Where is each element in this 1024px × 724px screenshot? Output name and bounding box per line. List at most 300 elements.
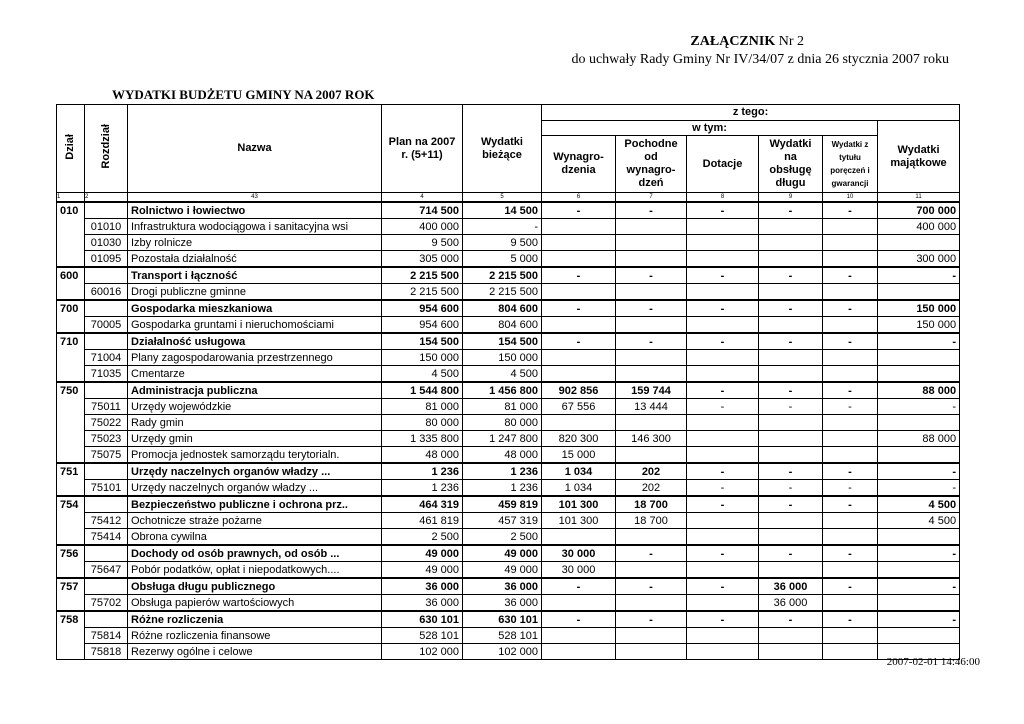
debt-service-cell (759, 513, 823, 529)
current-expenses-cell: 1 236 (463, 463, 542, 480)
guarantees-cell (823, 366, 878, 383)
table-row-dzial (57, 267, 960, 284)
name-cell: Różne rozliczenia finansowe (128, 628, 382, 644)
capital-expenses-cell (878, 366, 960, 383)
rozdzial-cell: 75022 (85, 415, 128, 431)
subsidies-cell (687, 284, 759, 301)
header-w-tym: w tym: (542, 121, 878, 136)
salaries-cell (542, 219, 616, 235)
table-row-dzial (57, 545, 960, 562)
dzial-cell (57, 366, 85, 383)
guarantees-cell: - (823, 463, 878, 480)
guarantees-cell: - (823, 545, 878, 562)
capital-expenses-cell: 4 500 (878, 513, 960, 529)
capital-expenses-cell: 88 000 (878, 431, 960, 447)
current-expenses-cell: 804 600 (463, 300, 542, 317)
current-expenses-cell: 1 456 800 (463, 382, 542, 399)
subsidies-cell (687, 447, 759, 464)
subsidies-cell: - (687, 496, 759, 513)
rozdzial-cell: 01010 (85, 219, 128, 235)
plan-cell: 1 335 800 (382, 431, 463, 447)
table-row-dzial (57, 578, 960, 595)
capital-expenses-cell: - (878, 333, 960, 350)
derivatives-cell: 146 300 (616, 431, 687, 447)
debt-service-cell: 36 000 (759, 578, 823, 595)
rozdzial-cell: 01095 (85, 251, 128, 268)
debt-service-cell (759, 219, 823, 235)
plan-cell: 49 000 (382, 545, 463, 562)
guarantees-cell (823, 447, 878, 464)
subsidies-cell: - (687, 463, 759, 480)
plan-cell: 49 000 (382, 562, 463, 579)
debt-service-cell: - (759, 611, 823, 628)
name-cell: Gospodarka gruntami i nieruchomościami (128, 317, 382, 334)
guarantees-cell (823, 595, 878, 612)
dzial-cell: 700 (57, 300, 85, 317)
table-row-dzial (57, 300, 960, 317)
salaries-cell: - (542, 578, 616, 595)
guarantees-cell (823, 529, 878, 546)
subsidies-cell (687, 513, 759, 529)
guarantees-cell (823, 628, 878, 644)
salaries-cell (542, 595, 616, 612)
rozdzial-cell: 75702 (85, 595, 128, 612)
salaries-cell (542, 366, 616, 383)
dzial-cell: 756 (57, 545, 85, 562)
name-cell: Pobór podatków, opłat i niepodatkowych.... (128, 562, 382, 579)
derivatives-cell: 202 (616, 480, 687, 497)
plan-cell: 954 600 (382, 317, 463, 334)
name-cell: Gospodarka mieszkaniowa (128, 300, 382, 317)
derivatives-cell (616, 529, 687, 546)
plan-cell: 2 215 500 (382, 284, 463, 301)
name-cell: Urzędy naczelnych organów władzy ... (128, 480, 382, 497)
debt-service-cell (759, 251, 823, 268)
header-poreczenia: Wydatki z tytułu poręczeń i gwarancji (823, 136, 878, 193)
plan-cell: 1 544 800 (382, 382, 463, 399)
table-row (57, 513, 960, 529)
dzial-cell: 710 (57, 333, 85, 350)
current-expenses-cell: 2 215 500 (463, 267, 542, 284)
table-row (57, 235, 960, 251)
name-cell: Transport i łączność (128, 267, 382, 284)
current-expenses-cell: 804 600 (463, 317, 542, 334)
plan-cell: 81 000 (382, 399, 463, 415)
salaries-cell (542, 628, 616, 644)
salaries-cell: 820 300 (542, 431, 616, 447)
dzial-cell (57, 562, 85, 579)
guarantees-cell: - (823, 202, 878, 219)
table-row-dzial (57, 463, 960, 480)
guarantees-cell (823, 350, 878, 366)
dzial-cell (57, 350, 85, 366)
dzial-cell: 600 (57, 267, 85, 284)
debt-service-cell (759, 431, 823, 447)
dzial-cell (57, 480, 85, 497)
name-cell: Infrastruktura wodociągowa i sanitacyjna wsi (128, 219, 382, 235)
current-expenses-cell: 5 000 (463, 251, 542, 268)
current-expenses-cell: 630 101 (463, 611, 542, 628)
salaries-cell: - (542, 333, 616, 350)
debt-service-cell: - (759, 480, 823, 497)
subsidies-cell (687, 235, 759, 251)
rozdzial-cell: 70005 (85, 317, 128, 334)
name-cell: Obsługa papierów wartościowych (128, 595, 382, 612)
subsidies-cell (687, 350, 759, 366)
name-cell: Obrona cywilna (128, 529, 382, 546)
guarantees-cell (823, 644, 878, 660)
salaries-cell (542, 317, 616, 334)
column-number: 6 (542, 193, 616, 203)
debt-service-cell (759, 350, 823, 366)
dzial-cell (57, 595, 85, 612)
attachment-number: Nr 2 (778, 34, 804, 49)
plan-cell: 154 500 (382, 333, 463, 350)
guarantees-cell: - (823, 578, 878, 595)
guarantees-cell (823, 251, 878, 268)
subsidies-cell: - (687, 480, 759, 497)
capital-expenses-cell: - (878, 480, 960, 497)
column-number: 8 (687, 193, 759, 203)
name-cell: Rady gmin (128, 415, 382, 431)
current-expenses-cell: 154 500 (463, 333, 542, 350)
derivatives-cell (616, 366, 687, 383)
rozdzial-cell (85, 202, 128, 219)
name-cell: Rolnictwo i łowiectwo (128, 202, 382, 219)
plan-cell: 2 215 500 (382, 267, 463, 284)
rozdzial-cell (85, 382, 128, 399)
debt-service-cell (759, 447, 823, 464)
salaries-cell: - (542, 611, 616, 628)
salaries-cell: 101 300 (542, 496, 616, 513)
subsidies-cell (687, 431, 759, 447)
resolution-reference: do uchwały Rady Gminy Nr IV/34/07 z dnia 26 stycznia 2007 roku (571, 52, 949, 67)
salaries-cell: 67 556 (542, 399, 616, 415)
subsidies-cell (687, 595, 759, 612)
current-expenses-cell: 1 236 (463, 480, 542, 497)
debt-service-cell: - (759, 382, 823, 399)
rozdzial-cell (85, 463, 128, 480)
subsidies-cell (687, 415, 759, 431)
debt-service-cell: 36 000 (759, 595, 823, 612)
plan-cell: 528 101 (382, 628, 463, 644)
plan-cell: 150 000 (382, 350, 463, 366)
subsidies-cell (687, 219, 759, 235)
current-expenses-cell: 150 000 (463, 350, 542, 366)
derivatives-cell: - (616, 545, 687, 562)
attachment-heading (690, 34, 804, 50)
guarantees-cell (823, 431, 878, 447)
name-cell: Działalność usługowa (128, 333, 382, 350)
debt-service-cell: - (759, 399, 823, 415)
salaries-cell (542, 644, 616, 660)
rozdzial-cell (85, 333, 128, 350)
subsidies-cell: - (687, 267, 759, 284)
rozdzial-cell (85, 611, 128, 628)
guarantees-cell: - (823, 399, 878, 415)
debt-service-cell (759, 529, 823, 546)
table-row (57, 644, 960, 660)
guarantees-cell (823, 513, 878, 529)
name-cell: Rezerwy ogólne i celowe (128, 644, 382, 660)
table-row (57, 595, 960, 612)
table-row (57, 366, 960, 383)
plan-cell: 305 000 (382, 251, 463, 268)
dzial-cell: 010 (57, 202, 85, 219)
current-expenses-cell: 9 500 (463, 235, 542, 251)
plan-cell: 714 500 (382, 202, 463, 219)
rozdzial-cell: 75101 (85, 480, 128, 497)
name-cell: Cmentarze (128, 366, 382, 383)
print-timestamp: 2007-02-01 14:46:00 (886, 656, 980, 668)
salaries-cell (542, 415, 616, 431)
debt-service-cell: - (759, 333, 823, 350)
capital-expenses-cell: - (878, 611, 960, 628)
header-wydatki-biezace: Wydatki bieżące (463, 105, 542, 193)
rozdzial-cell: 75412 (85, 513, 128, 529)
derivatives-cell: - (616, 300, 687, 317)
name-cell: Ochotnicze straże pożarne (128, 513, 382, 529)
debt-service-cell: - (759, 300, 823, 317)
table-row (57, 219, 960, 235)
debt-service-cell: - (759, 267, 823, 284)
plan-cell: 400 000 (382, 219, 463, 235)
current-expenses-cell: 2 215 500 (463, 284, 542, 301)
derivatives-cell: - (616, 267, 687, 284)
debt-service-cell (759, 415, 823, 431)
capital-expenses-cell (878, 350, 960, 366)
debt-service-cell (759, 235, 823, 251)
capital-expenses-cell: 4 500 (878, 496, 960, 513)
dzial-cell (57, 284, 85, 301)
derivatives-cell (616, 251, 687, 268)
subsidies-cell: - (687, 611, 759, 628)
salaries-cell (542, 251, 616, 268)
salaries-cell (542, 350, 616, 366)
subsidies-cell (687, 644, 759, 660)
dzial-cell (57, 415, 85, 431)
guarantees-cell: - (823, 611, 878, 628)
derivatives-cell (616, 447, 687, 464)
header-wynagrodzenia: Wynagro-dzenia (542, 136, 616, 193)
name-cell: Obsługa długu publicznego (128, 578, 382, 595)
derivatives-cell (616, 350, 687, 366)
table-row (57, 251, 960, 268)
capital-expenses-cell: 150 000 (878, 300, 960, 317)
salaries-cell: 101 300 (542, 513, 616, 529)
capital-expenses-cell (878, 628, 960, 644)
dzial-cell: 750 (57, 382, 85, 399)
column-number-row (57, 193, 960, 203)
derivatives-cell (616, 562, 687, 579)
dzial-cell: 757 (57, 578, 85, 595)
dzial-cell (57, 317, 85, 334)
salaries-cell (542, 284, 616, 301)
derivatives-cell: 18 700 (616, 513, 687, 529)
derivatives-cell (616, 595, 687, 612)
plan-cell: 9 500 (382, 235, 463, 251)
column-number: 7 (616, 193, 687, 203)
rozdzial-cell: 75011 (85, 399, 128, 415)
header-obsluga-dlugu: Wydatki na obsługę długu (759, 136, 823, 193)
rozdzial-cell: 75075 (85, 447, 128, 464)
column-number: 10 (823, 193, 878, 203)
name-cell: Drogi publiczne gminne (128, 284, 382, 301)
header-nazwa: Nazwa (128, 105, 382, 193)
dzial-cell (57, 219, 85, 235)
name-cell: Izby rolnicze (128, 235, 382, 251)
dzial-cell (57, 399, 85, 415)
header-rozdzial: Rozdział (85, 105, 128, 193)
debt-service-cell: - (759, 463, 823, 480)
column-number: 1 (57, 193, 85, 203)
rozdzial-cell: 75414 (85, 529, 128, 546)
rozdzial-cell: 01030 (85, 235, 128, 251)
table-row (57, 284, 960, 301)
current-expenses-cell: 528 101 (463, 628, 542, 644)
column-number: 43 (128, 193, 382, 203)
capital-expenses-cell (878, 235, 960, 251)
current-expenses-cell: 80 000 (463, 415, 542, 431)
guarantees-cell: - (823, 496, 878, 513)
table-row (57, 529, 960, 546)
subsidies-cell: - (687, 578, 759, 595)
subsidies-cell (687, 529, 759, 546)
salaries-cell: 15 000 (542, 447, 616, 464)
rozdzial-cell: 75814 (85, 628, 128, 644)
document-title: WYDATKI BUDŻETU GMINY NA 2007 ROK (112, 87, 375, 102)
debt-service-cell (759, 644, 823, 660)
table-row-dzial (57, 496, 960, 513)
subsidies-cell: - (687, 545, 759, 562)
capital-expenses-cell: 88 000 (878, 382, 960, 399)
capital-expenses-cell (878, 595, 960, 612)
plan-cell: 36 000 (382, 595, 463, 612)
current-expenses-cell: 36 000 (463, 578, 542, 595)
debt-service-cell (759, 317, 823, 334)
plan-cell: 80 000 (382, 415, 463, 431)
guarantees-cell: - (823, 300, 878, 317)
table-row (57, 317, 960, 334)
dzial-cell (57, 628, 85, 644)
header-dotacje: Dotacje (687, 136, 759, 193)
subsidies-cell: - (687, 300, 759, 317)
plan-cell: 1 236 (382, 480, 463, 497)
name-cell: Dochody od osób prawnych, od osób ... (128, 545, 382, 562)
current-expenses-cell: 2 500 (463, 529, 542, 546)
capital-expenses-cell: - (878, 463, 960, 480)
capital-expenses-cell: 400 000 (878, 219, 960, 235)
table-row (57, 628, 960, 644)
subsidies-cell: - (687, 382, 759, 399)
table-row (57, 480, 960, 497)
derivatives-cell: 18 700 (616, 496, 687, 513)
capital-expenses-cell: 300 000 (878, 251, 960, 268)
name-cell: Administracja publiczna (128, 382, 382, 399)
plan-cell: 2 500 (382, 529, 463, 546)
rozdzial-cell (85, 545, 128, 562)
table-row-dzial (57, 611, 960, 628)
derivatives-cell: 202 (616, 463, 687, 480)
rozdzial-cell: 71004 (85, 350, 128, 366)
derivatives-cell: 13 444 (616, 399, 687, 415)
rozdzial-cell (85, 578, 128, 595)
dzial-cell (57, 644, 85, 660)
salaries-cell: 1 034 (542, 480, 616, 497)
current-expenses-cell: 81 000 (463, 399, 542, 415)
guarantees-cell (823, 284, 878, 301)
budget-table (56, 104, 960, 660)
header-plan: Plan na 2007 r. (5+11) (382, 105, 463, 193)
name-cell: Pozostała działalność (128, 251, 382, 268)
dzial-cell (57, 447, 85, 464)
plan-cell: 464 319 (382, 496, 463, 513)
table-row (57, 431, 960, 447)
guarantees-cell (823, 415, 878, 431)
derivatives-cell (616, 644, 687, 660)
plan-cell: 461 819 (382, 513, 463, 529)
guarantees-cell: - (823, 382, 878, 399)
dzial-cell (57, 251, 85, 268)
current-expenses-cell: 36 000 (463, 595, 542, 612)
current-expenses-cell: 48 000 (463, 447, 542, 464)
derivatives-cell (616, 317, 687, 334)
capital-expenses-cell (878, 284, 960, 301)
header-pochodne: Pochodne od wynagro-dzeń (616, 136, 687, 193)
debt-service-cell (759, 366, 823, 383)
header-majatkowe: Wydatki majątkowe (878, 121, 960, 193)
subsidies-cell (687, 628, 759, 644)
plan-cell: 36 000 (382, 578, 463, 595)
table-row (57, 562, 960, 579)
attachment-label: ZAŁĄCZNIK (690, 34, 776, 49)
derivatives-cell (616, 235, 687, 251)
debt-service-cell (759, 628, 823, 644)
header-dzial: Dział (57, 105, 85, 193)
capital-expenses-cell: 150 000 (878, 317, 960, 334)
dzial-cell: 758 (57, 611, 85, 628)
rozdzial-cell: 71035 (85, 366, 128, 383)
rozdzial-cell (85, 496, 128, 513)
derivatives-cell (616, 415, 687, 431)
debt-service-cell (759, 284, 823, 301)
guarantees-cell: - (823, 267, 878, 284)
column-number: 2 (85, 193, 128, 203)
subsidies-cell (687, 317, 759, 334)
name-cell: Bezpieczeństwo publiczne i ochrona prz.. (128, 496, 382, 513)
capital-expenses-cell: 700 000 (878, 202, 960, 219)
subsidies-cell (687, 366, 759, 383)
debt-service-cell: - (759, 496, 823, 513)
capital-expenses-cell: - (878, 399, 960, 415)
current-expenses-cell: 1 247 800 (463, 431, 542, 447)
salaries-cell: 1 034 (542, 463, 616, 480)
derivatives-cell: - (616, 611, 687, 628)
salaries-cell (542, 529, 616, 546)
dzial-cell (57, 431, 85, 447)
plan-cell: 1 236 (382, 463, 463, 480)
subsidies-cell: - (687, 399, 759, 415)
derivatives-cell: - (616, 202, 687, 219)
salaries-cell: 30 000 (542, 545, 616, 562)
derivatives-cell: 159 744 (616, 382, 687, 399)
column-number: 11 (878, 193, 960, 203)
current-expenses-cell: 457 319 (463, 513, 542, 529)
salaries-cell: 902 856 (542, 382, 616, 399)
debt-service-cell: - (759, 545, 823, 562)
capital-expenses-cell (878, 529, 960, 546)
salaries-cell: - (542, 202, 616, 219)
